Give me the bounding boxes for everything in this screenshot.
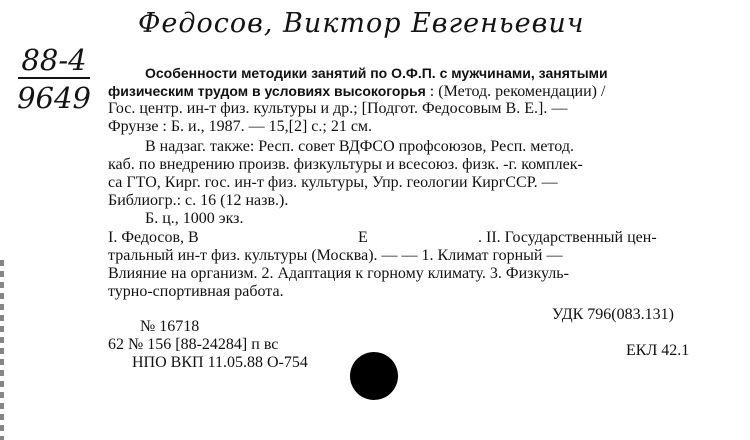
card-edge-mark [0,260,4,440]
title-tail: : (Метод. рекомендации) / [425,83,606,100]
bibliography-line: Библиогр.: с. 16 (12 назв.). [108,192,289,209]
publisher-line: НПО ВКП 11.05.88 О-754 [132,354,308,371]
added-entry-part-2: Е [358,229,368,246]
punched-hole [350,352,398,400]
shelf-mark-top: 88-4 [21,43,87,77]
price-line: Б. ц., 1000 экз. [145,210,244,227]
title-line-1: Особенности методики занятий по О.Ф.П. с мужчинами, занятыми [145,65,608,81]
title-line-2-bold: физическим трудом в условиях высокогорья [108,83,426,99]
note-line-2: каб. по внедрению произв. физкультуры и всесоюз. физк. -г. комплек- [108,156,583,173]
imprint-line: Фрунзе : Б. и., 1987. — 15,[2] с.; 21 см. [108,118,373,135]
subject-line-1: тральный ин-т физ. культуры (Москва). — — 1. Климат горный — [108,247,563,264]
registration-number: № 16718 [140,318,200,335]
responsibility-line: Гос. центр. ин-т физ. культуры и др.; [Подгот. Федосовым В. Е.]. — [108,100,568,117]
shelf-mark-divider [18,77,90,79]
shelf-mark [14,44,94,114]
added-entry-part-1: I. Федосов, В [108,229,199,246]
udk-code: УДК 796(083.131) [552,306,674,323]
subject-line-3: турно-спортивная работа. [108,283,284,300]
handwritten-author: Федосов, Виктор Евгеньевич [138,8,585,39]
shelf-mark-bottom: 9649 [17,81,91,115]
note-line-3: са ГТО, Кирг. гос. ин-т физ. культуры, Упр. геологии КиргССР. — [108,174,558,191]
title-line-2 [108,82,605,101]
ekl-code: ЕКЛ 42.1 [626,342,690,359]
note-line-1: В надзаг. также: Респ. совет ВДФСО профсоюзов, Респ. метод. [145,138,574,155]
added-entry-part-3: . II. Государственный цен- [478,229,657,246]
order-line: 62 № 156 [88-24284] п вс [108,336,279,353]
subject-line-2: Влияние на организм. 2. Адаптация к горному климату. 3. Физкуль- [108,265,569,282]
